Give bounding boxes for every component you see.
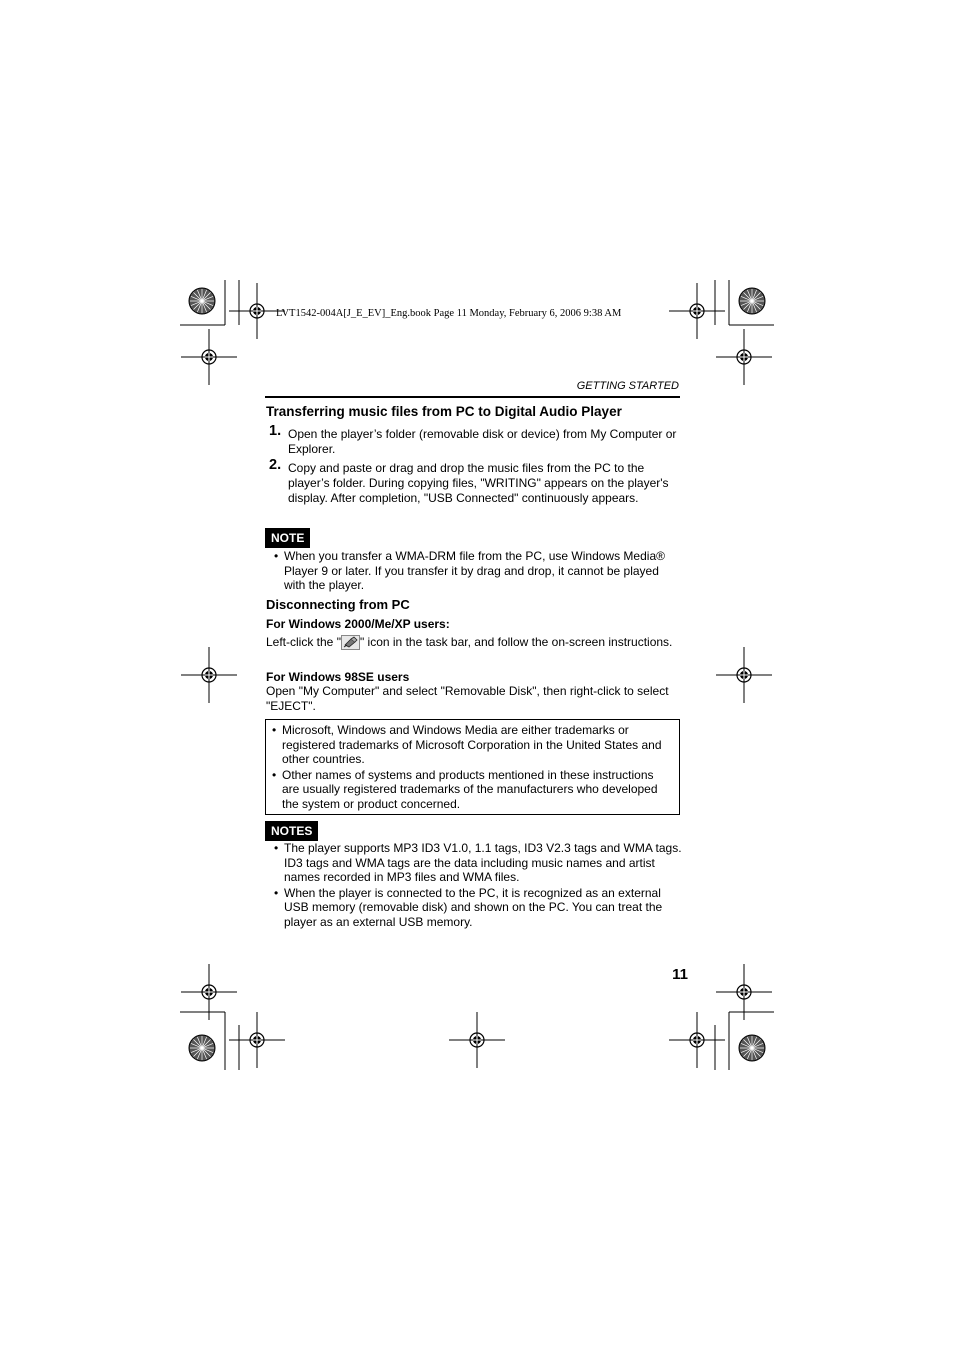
print-slug: LVT1542-004A[J_E_EV]_Eng.book Page 11 Monday, February 6, 2006 9:38 AM bbox=[276, 308, 622, 319]
trademark-box bbox=[265, 719, 680, 815]
step-text: Open the player’s folder (removable disk or device) from My Computer or Explorer. bbox=[288, 427, 677, 456]
notes-badge: NOTES bbox=[265, 821, 318, 841]
step-number: 1. bbox=[269, 423, 282, 439]
step-text: Copy and paste or drag and drop the music files from the PC to the player’s folder. During copying files, "WRITING" appears on the player's display. After completion, "USB Connected" continuously appears. bbox=[288, 461, 669, 505]
list-item: • When you transfer a WMA-DRM file from the PC, use Windows Media® Player 9 or later. If you transfer it by drag and drop, it cannot be played with the player. bbox=[274, 549, 665, 593]
section-header: GETTING STARTED bbox=[576, 380, 679, 392]
list-item: • When the player is connected to the PC, it is recognized as an external USB memory (removable disk) and shown on the PC. You can treat the player as an external USB memory. bbox=[274, 885, 663, 929]
note-badge: NOTE bbox=[265, 528, 310, 548]
bullet: • bbox=[272, 767, 277, 782]
note-list bbox=[272, 549, 682, 594]
win2000-text: Left-click the " " icon in the task bar, and follow the on-screen instructions. bbox=[266, 635, 673, 649]
disconnect-title: Disconnecting from PC bbox=[266, 597, 410, 612]
step-1 bbox=[266, 423, 680, 457]
transfer-title: Transferring music files from PC to Digital Audio Player bbox=[266, 404, 622, 419]
list-item: • Other names of systems and products mentioned in these instructions are usually registered trademarks of the manufacturers who developed the system or product concerned. bbox=[272, 767, 658, 811]
list-item: • The player supports MP3 ID3 V1.0, 1.1 tags, ID3 V2.3 tags and WMA tags. ID3 tags and WMA tags are the data including music names and artist names recorded in MP3 files and WMA files. bbox=[274, 841, 682, 885]
win98-text: Open "My Computer" and select "Removable Disk", then right-click to select "EJECT". bbox=[266, 684, 669, 713]
notes-list bbox=[272, 841, 682, 931]
win98-title: For Windows 98SE users bbox=[266, 670, 410, 684]
trademark-list bbox=[270, 723, 674, 813]
list-item: • Microsoft, Windows and Windows Media are either trademarks or registered trademarks of Microsoft Corporation in the United States and other countries. bbox=[272, 723, 662, 767]
safely-remove-hardware-icon bbox=[341, 635, 360, 650]
page-number: 11 bbox=[672, 966, 688, 983]
bullet: • bbox=[272, 723, 277, 737]
bullet: • bbox=[274, 549, 279, 563]
bullet: • bbox=[274, 885, 279, 900]
win2000-title: For Windows 2000/Me/XP users: bbox=[266, 617, 450, 631]
step-number: 2. bbox=[269, 457, 282, 473]
step-2 bbox=[266, 457, 680, 506]
section-rule bbox=[265, 396, 680, 398]
bullet: • bbox=[274, 841, 279, 855]
